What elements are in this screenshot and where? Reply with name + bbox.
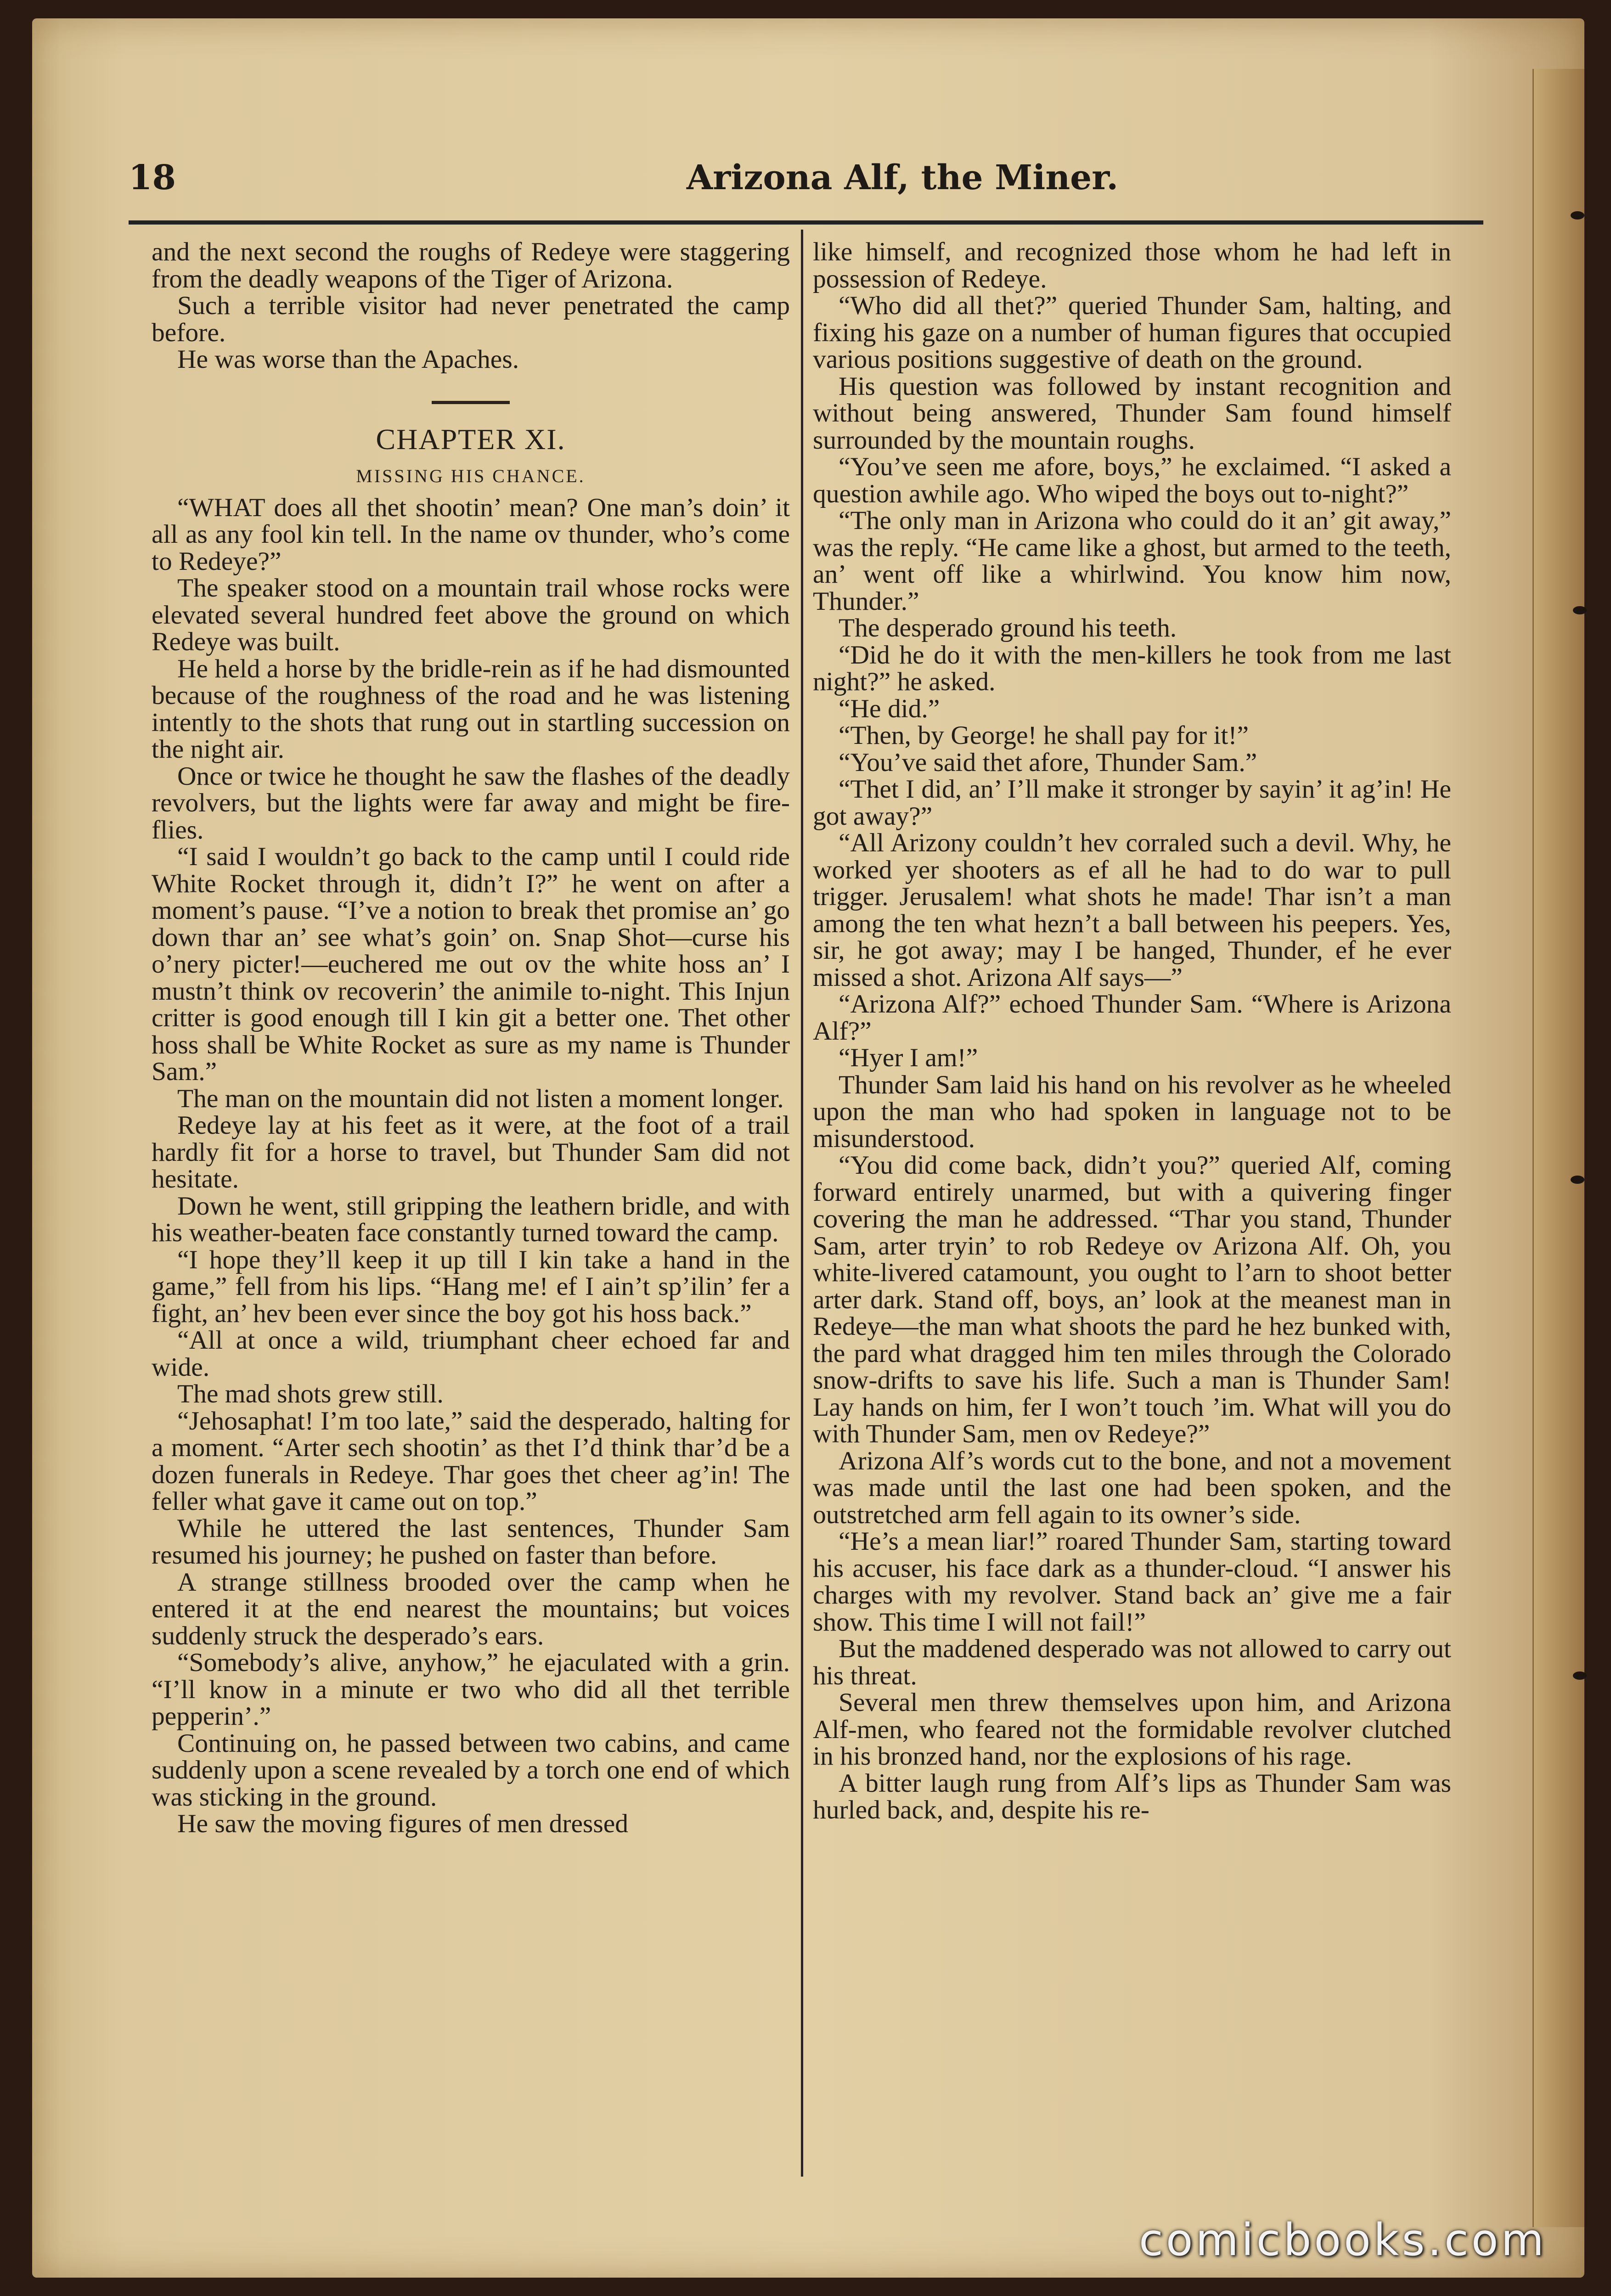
paragraph: and the next second the roughs of Redeye were staggering from the deadly weapons of the Tiger of Arizona. <box>152 239 790 293</box>
binding-hole <box>1573 606 1587 614</box>
binding-hole <box>1573 1671 1587 1680</box>
running-title: Arizona Alf, the Miner. <box>686 158 1119 197</box>
paragraph: He was worse than the Apaches. <box>177 345 519 374</box>
binding-hole <box>1571 211 1584 219</box>
paragraph: “You’ve said thet afore, Thunder Sam.” <box>839 748 1257 777</box>
paragraph: “Thet I did, an’ I’ll make it stronger by sayin’ it ag’in! He got away?” <box>813 775 1451 831</box>
watermark: comicbooks.com <box>1138 2214 1547 2266</box>
paragraph: “All at once a wild, triumphant cheer echoed far and wide. <box>152 1326 790 1382</box>
paragraph: He saw the moving figures of men dressed <box>177 1809 629 1838</box>
paragraph: The speaker stood on a mountain trail whose rocks were elevated several hundred feet above the ground on which Redeye was built. <box>152 574 790 656</box>
paragraph: “Jehosaphat! I’m too late,” said the desperado, halting for a moment. “Arter sech shootin’ as thet I’d think thar’d be a dozen funerals in Redeye. Thar goes thet cheer ag’in! The feller what gave it came out on top.” <box>152 1406 790 1516</box>
paragraph: While he uttered the last sentences, Thunder Sam resumed his journey; he pushed on faster than before. <box>152 1514 790 1570</box>
paragraph: Such a terrible visitor had never penetrated the camp before. <box>152 291 790 347</box>
paragraph: Redeye lay at his feet as it were, at the foot of a trail hardly fit for a horse to travel, but Thunder Sam did not hesitate. <box>152 1111 790 1193</box>
left-column <box>152 239 790 2172</box>
paragraph: Continuing on, he passed between two cabins, and came suddenly upon a scene revealed by a torch one end of which was sticking in the ground. <box>152 1728 790 1812</box>
paragraph: “Who did all thet?” queried Thunder Sam, halting, and fixing his gaze on a number of human figures that occupied various positions suggestive of death on the ground. <box>813 291 1451 374</box>
paragraph: “Did he do it with the men-killers he took from me last night?” he asked. <box>813 640 1451 696</box>
paragraph: Once or twice he thought he saw the flashes of the deadly revolvers, but the lights were far away and might be fire-flies. <box>152 761 790 844</box>
paragraph: A strange stillness brooded over the camp when he entered it at the end nearest the mountains; but voices suddenly struck the desperado’s ears. <box>152 1567 790 1650</box>
page-header <box>129 147 1483 225</box>
paragraph: “All Arizony couldn’t hev corraled such a devil. Why, he worked yer shooters as ef all he had to do war to pull trigger. Jerusalem! what shots he made! Thar isn’t a man among the ten what hezn’t a ball between his peepers. Yes, sir, he got away; may I be hanged, Thunder, ef he ever missed a shot. Arizona Alf says—” <box>813 828 1451 992</box>
paragraph: “Then, by George! he shall pay for it!” <box>839 721 1249 750</box>
paragraph: “Hyer I am!” <box>839 1043 978 1072</box>
chapter-subtitle: MISSING HIS CHANCE. <box>356 466 586 486</box>
binding-hole <box>1571 1176 1584 1184</box>
paragraph: He held a horse by the bridle-rein as if he had dismounted because of the roughness of the road and he was listening intently to the shots that rung out in startling succession on the night air. <box>152 654 790 764</box>
paragraph: “Somebody’s alive, anyhow,” he ejaculated with a grin. “I’ll know in a minute er two who did all thet terrible pepperin’.” <box>152 1648 790 1731</box>
section-divider <box>432 401 510 404</box>
paragraph: A bitter laugh rung from Alf’s lips as Thunder Sam was hurled back, and, despite his re- <box>813 1768 1451 1824</box>
right-column <box>813 239 1451 2172</box>
page-number: 18 <box>129 158 176 197</box>
paragraph: But the maddened desperado was not allowed to carry out his threat. <box>813 1634 1451 1690</box>
paragraph: “WHAT does all thet shootin’ mean? One man’s doin’ it all as any fool kin tell. In the name ov thunder, who’s come to Redeye?” <box>152 493 790 576</box>
paragraph: Thunder Sam laid his hand on his revolver as he wheeled upon the man who had spoken in language not to be misunderstood. <box>813 1070 1451 1153</box>
paragraph: The desperado ground his teeth. <box>839 613 1177 642</box>
paragraph: “Arizona Alf?” echoed Thunder Sam. “Where is Arizona Alf?” <box>813 990 1451 1046</box>
paragraph: Down he went, still gripping the leathern bridle, and with his weather-beaten face constantly turned toward the camp. <box>152 1191 790 1247</box>
paragraph: His question was followed by instant recognition and without being answered, Thunder Sam found himself surrounded by the mountain roughs. <box>813 371 1451 455</box>
paragraph: “You’ve seen me afore, boys,” he exclaimed. “I asked a question awhile ago. Who wiped the boys out to-night?” <box>813 452 1451 508</box>
column-divider <box>801 230 803 2177</box>
paragraph: “He’s a mean liar!” roared Thunder Sam, starting toward his accuser, his face dark as a thunder-cloud. “I answer his charges with my revolver. Stand back an’ give me a fair show. This time I will not fail!” <box>813 1527 1451 1637</box>
paragraph: “I hope they’ll keep it up till I kin take a hand in the game,” fell from his lips. “Hang me! ef I ain’t sp’ilin’ fer a fight, an’ hev been ever since the boy got his hoss back.” <box>152 1245 790 1328</box>
paragraph: “I said I wouldn’t go back to the camp until I could ride White Rocket through it, didn’t I?” he went on after a moment’s pause. “I’ve a notion to break thet promise an’ go down thar an’ see what’s goin’ on. Snap Shot—curse his o’nery picter!—euchered me out ov the white hoss an’ I mustn’t think ov recoverin’ the animile to-night. This Injun critter is good enough till I kin git a better one. Thet other hoss shall be White Rocket as sure as my name is Thunder Sam.” <box>152 842 790 1086</box>
paragraph: The mad shots grew still. <box>177 1379 444 1408</box>
paragraph: “He did.” <box>839 694 940 723</box>
chapter-title: CHAPTER XI. <box>376 422 566 456</box>
paragraph: The man on the mountain did not listen a moment longer. <box>177 1084 784 1113</box>
paragraph: Arizona Alf’s words cut to the bone, and not a movement was made until the last one had been spoken, and the outstretched arm fell again to its owner’s side. <box>813 1446 1451 1529</box>
paragraph: “The only man in Arizona who could do it an’ git away,” was the reply. “He came like a ghost, but armed to the teeth, an’ went off like a whirlwind. You know him now, Thunder.” <box>813 506 1451 616</box>
page-edge <box>1532 69 1584 2227</box>
paragraph: Several men threw themselves upon him, and Arizona Alf-men, who feared not the formidable revolver clutched in his bronzed hand, nor the explosions of his rage. <box>813 1688 1451 1771</box>
paragraph: like himself, and recognized those whom he had left in possession of Redeye. <box>813 239 1451 293</box>
paragraph: “You did come back, didn’t you?” queried Alf, coming forward entirely unarmed, but with a quivering finger covering the man he addressed. “Thar you stand, Thunder Sam, arter tryin’ to rob Redeye ov Arizona Alf. Oh, you white-livered catamount, you ought to l’arn to shoot better arter dark. Stand off, boys, an’ look at the meanest man in Redeye—the man what shoots the pard he hez bunked with, the pard what dragged him ten miles through the Colorado snow-drifts to save his life. Such a man is Thunder Sam! Lay hands on him, fer I won’t touch ’im. What will you do with Thunder Sam, men ov Redeye?” <box>813 1151 1451 1448</box>
